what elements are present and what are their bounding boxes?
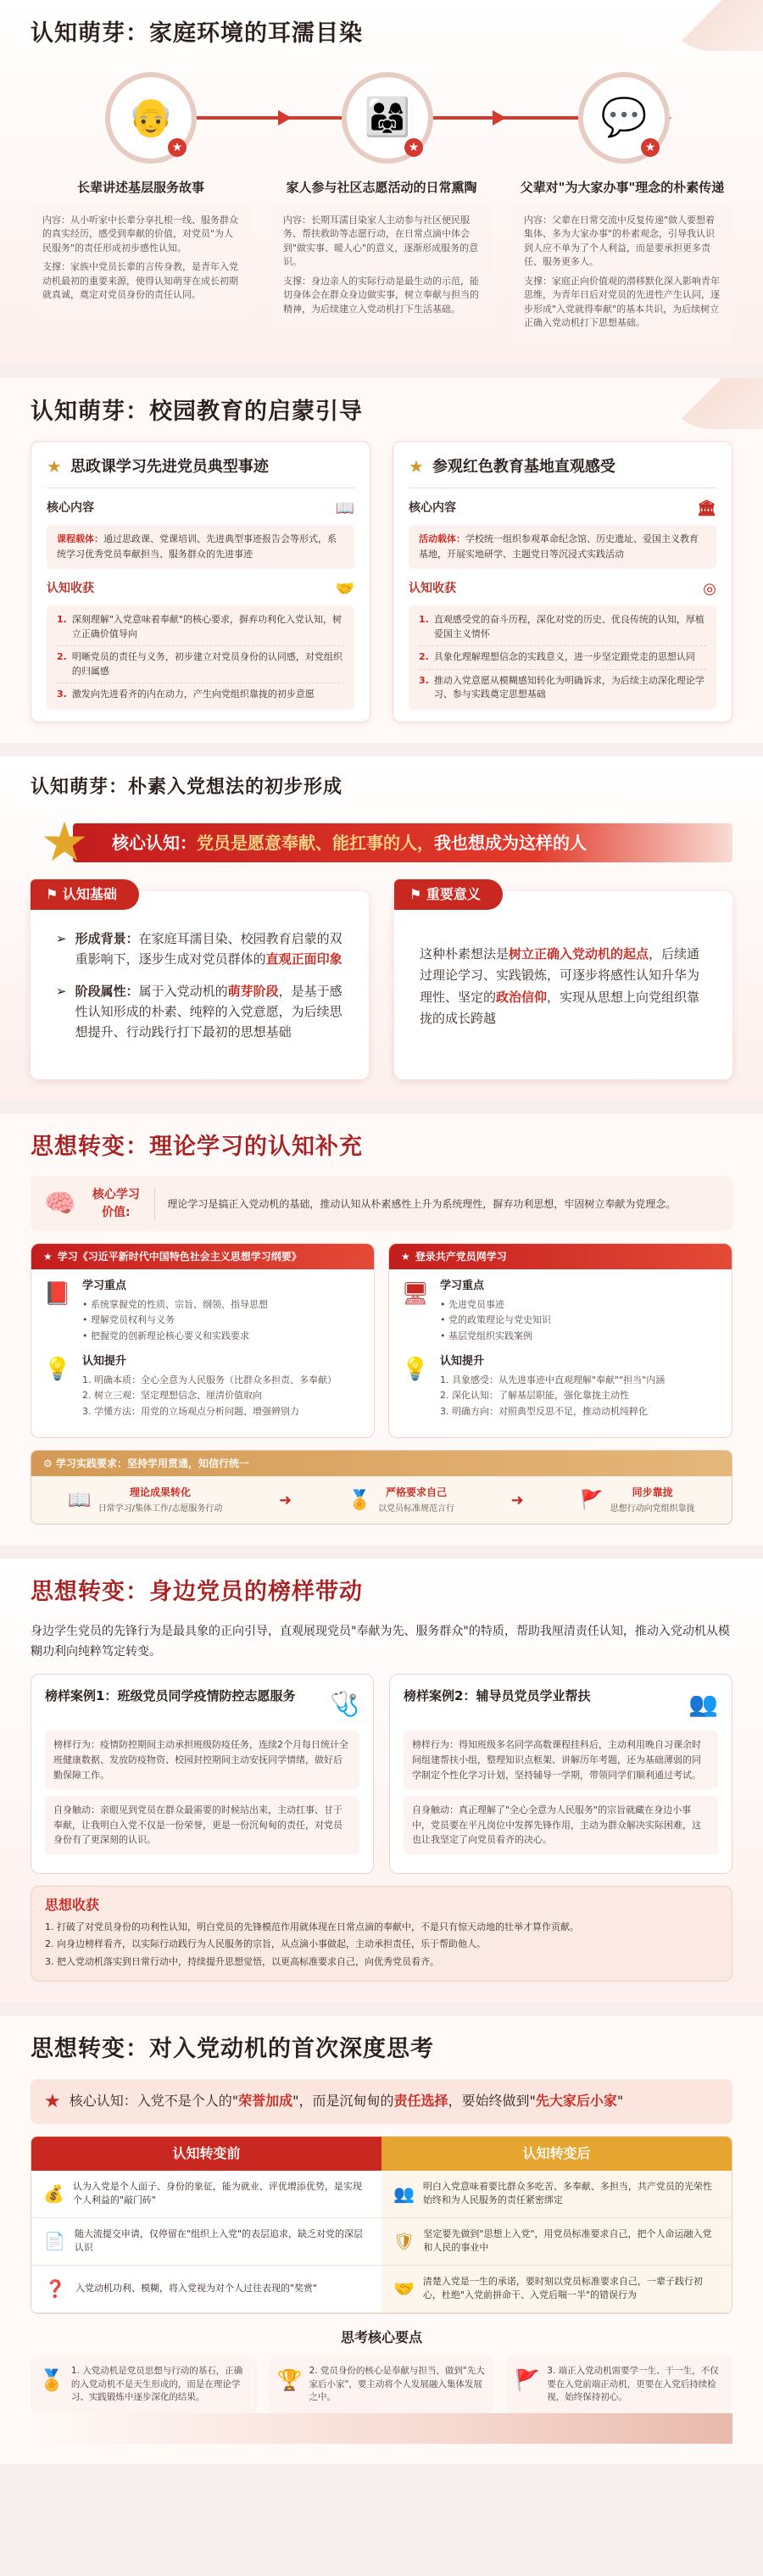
key-point: 🏅 1. 入党动机是党员思想与行动的基石，正确的入党动机不是天生形成的，而是在理论学习、实践锻炼中逐步深化的结果。 (31, 2356, 257, 2413)
arrow-icon: ➜ (510, 1491, 524, 1509)
people-icon: 👥 (393, 2183, 415, 2205)
before-item: 📄 随大流提交申请，仅停留在"组织上入党"的表层追求，缺乏对党的深层认识 (31, 2218, 382, 2266)
banner-highlight: 党员是愿意奉献、能扛事的人， (197, 832, 434, 853)
column-content: 内容：从小听家中长辈分享扎根一线、服务群众的真实经历，感受到奉献的价值，对党员"为人民服务"的责任形成初步感性认知。 (42, 214, 238, 254)
before-header: 认知转变前 (31, 2137, 382, 2171)
family-volunteer-icon: 👨‍👩‍👧 ★ (342, 72, 433, 164)
after-column (382, 2137, 732, 2313)
harvest-item: 2. 向身边榜样看齐，以实际行动践行为人民服务的宗旨，从点滴小事做起，主动承担责任，乐于帮助他人。 (45, 1938, 486, 1950)
core-label: 核心内容 (409, 501, 456, 515)
column-content: 内容：长期耳濡目染家人主动参与社区便民服务、帮扶救助等志愿行动，在日常点滴中体会到"做实事、暖人心"的意义，逐渐形成服务的意识。 (283, 214, 479, 267)
section-school (0, 378, 763, 743)
after-item: 🤝 清楚入党是一生的承诺，要时刻以党员标准要求自己，一辈子践行初心，杜绝"入党前拼命干、入党后喘一半"的错误行为 (382, 2266, 732, 2313)
lightbulb-icon: 💡 (43, 1357, 72, 1383)
column-title: 父辈对"为大家办事"理念的朴素传递 (520, 179, 725, 195)
school-card (31, 441, 370, 722)
section-title: 思想转变：身边党员的榜样带动 (31, 1579, 363, 1606)
case-paragraph: 榜样行为：疫情防控期间主动承担班级防疫任务，连续2个月每日统计全班健康数据、发放防疫物资、校园封控期间主动安抚同学情绪，做好后勤保障工作。 (45, 1731, 359, 1789)
star-icon: ★ (47, 456, 62, 477)
bottom-decoration (31, 2413, 732, 2444)
column-title: 长辈讲述基层服务故事 (76, 179, 204, 195)
harvest-item: 3. 把入党动机落实到日常行动中，持续提升思想觉悟，以更高标准要求自己，向优秀党员看齐。 (45, 1955, 439, 1967)
point-item: • 系统掌握党的性质、宗旨、纲领、指导思想 (82, 1298, 268, 1310)
core-value (31, 1176, 732, 1231)
column-support: 支撑：家族中党员长辈的言传身教，是青年入党动机最初的重要来源，使得认知萌芽在成长初期就真诚，奠定对党员身份的责任认同。 (42, 261, 238, 300)
family-column (31, 176, 251, 344)
card-title: 学习《习近平新时代中国特色社会主义思想学习纲要》 (57, 1251, 302, 1263)
gain-item: 1. 明确本质：全心全意为人民服务（比群众多担责、多奉献） (82, 1374, 337, 1386)
point-item: • 理解党员权利与义务 (82, 1314, 175, 1326)
flag-icon: ⚑ (46, 885, 63, 902)
medal-icon: 🏅 (348, 1489, 372, 1511)
tag-label: 认知基础 (62, 885, 117, 902)
after-item: 👥 明白入党意味着要比群众多吃苦、多奉献、多担当，共产党员的光荣性始终和为人民服务的责任紧密绑定 (382, 2171, 732, 2218)
key-point: 🏆 2. 党员身份的核心是奉献与担当，做到"先大家后小家"，要主动将个人发展融入集体发展之中。 (269, 2356, 495, 2413)
gain-item: 2. 具象化理解理想信念的实践意义，进一步坚定跟党走的思想认同 (419, 646, 706, 670)
study-card: ★ 学习《习近平新时代中国特色社会主义思想学习纲要》 📕 学习重点 • 系统掌握党的性质、宗旨、纲领、指导思想 • 理解党员权利与义务 • 把握党的创新理论核心要义和实践要求 💡 认知提升 1. 明确本质：全心全意为人民服务（比群众多担责、多奉献） 2. 树立三观：坚定理想信念、厘清价值取向 3. 学懂方法：用党的立场观点分析问题、增强辨别力 (31, 1243, 375, 1438)
arrow-icon (493, 110, 506, 125)
basis-item: ➢ 形成背景：在家庭耳濡目染、校园教育启蒙的双重影响下，逐步生成对党员群体的直观正面印象 (56, 930, 343, 967)
basis-item: ➢ 阶段属性：属于入党动机的萌芽阶段，是基于感性认知形成的朴素、纯粹的入党意愿，为后续思想提升、行动践行打下最初的思想基础 (56, 983, 343, 1040)
meaning-card (394, 885, 732, 1079)
flow-step: 📖 理论成果转化 日常学习/集体工作/志愿服务行动 (68, 1486, 223, 1514)
father-talk-icon: 💬 ★ (578, 72, 670, 164)
case-paragraph: 榜样行为：得知班级多名同学高数课程挂科后，主动利用晚自习课余时间组建帮扶小组，整理知识点框架、讲解历年考题，还为基础薄弱的同学制定个性化学习计划，坚持辅导一学期，带领同学们顺利通过考试。 (404, 1731, 718, 1789)
flag-icon: 🚩 (515, 2367, 541, 2392)
core-label: 核心内容 (47, 501, 94, 515)
target-icon: ◎ (703, 580, 716, 599)
column-title: 家人参与社区志愿活动的日常熏陶 (286, 179, 477, 195)
brain-icon: 🧠 (44, 1189, 76, 1219)
star-icon: ★ (401, 1251, 410, 1263)
banner-prefix: 核心认知： (112, 832, 197, 853)
star-icon: ★ (409, 456, 424, 477)
tag-label: 重要意义 (426, 885, 481, 902)
section-initial-idea (0, 756, 763, 1100)
star-icon: ★ (40, 811, 89, 874)
handshake-icon: 🤝 (335, 580, 354, 599)
comparison-table (31, 2136, 732, 2314)
section-title: 认知萌芽：朴素入党想法的初步形成 (31, 776, 343, 798)
family-column (271, 176, 492, 344)
column-content: 内容：父辈在日常交流中反复传递"做人要想着集体、多为大家办事"的朴素观念，引导我认识到人应不单为了个人利益，而是要承担更多责任、服务更多人。 (524, 214, 716, 267)
gain-label: 认知收获 (47, 582, 94, 596)
key-points-title: 思考核心要点 (340, 2328, 422, 2345)
arrow-icon (278, 110, 292, 125)
section-title: 思想转变：对入党动机的首次深度思考 (31, 2036, 434, 2063)
study-card: ★ 登录共产党员网学习 🖥 学习重点 • 先进党员事迹 • 党的政策理论与党史知识 • 基层党组织实践案例 💡 认知提升 1. 具象感受：从先进事迹中直观理解"奉献""担当"内涵 2. 深化认知：了解基层职能，强化靠拢主动性 3. 明确方向：对照典型反思不足，推动动机纯粹化 (388, 1243, 732, 1438)
flow-step: 🚩 同步靠拢 思想行动向党组织靠拢 (580, 1486, 695, 1514)
flag-icon: 🚩 (580, 1489, 604, 1511)
gain-label: 认知收获 (409, 582, 456, 596)
flow-step: 🏅 严格要求自己 以党员标准规范言行 (348, 1486, 455, 1514)
arrow-icon: ➜ (279, 1491, 292, 1509)
after-item: 🛡 坚定要先做到"思想上入党"，用党员标准要求自己，把个人命运融入党和人民的事业中 (382, 2218, 732, 2266)
gain-item: 3. 推动入党意愿从模糊感知转化为明确诉求，为后续主动深化理论学习、参与实践奠定思想基础 (419, 674, 705, 700)
teacher-icon: 👥 (688, 1690, 718, 1719)
key-point: 🚩 3. 端正入党动机需要学一生、干一生，不仅要在入党前端正动机，更要在入党后持续检视，始终保持初心。 (506, 2356, 732, 2413)
medical-icon: 🩺 (330, 1690, 359, 1719)
book-icon: 📖 (68, 1489, 92, 1511)
trophy-icon: 🏆 (276, 2367, 303, 2392)
harvest-title: 思想收获 (45, 1896, 100, 1913)
card-title: 参观红色教育基地直观感受 (432, 457, 615, 476)
lightbulb-icon: 💡 (401, 1357, 430, 1383)
core-key: 课程载体： (57, 533, 103, 544)
star-icon: ★ (44, 2090, 61, 2112)
gain-item: 1. 具象感受：从先进事迹中直观理解"奉献""担当"内涵 (440, 1374, 666, 1386)
core-banner (31, 813, 732, 873)
section-theory (0, 1113, 763, 1546)
gain-item: 1. 深刻理解"入党意味着奉献"的核心要求，摒弃功利化入党认知，树立正确价值导向 (57, 609, 344, 646)
before-column (31, 2137, 382, 2313)
meaning-text: 这种朴素想法是树立正确入党动机的起点，后续通过理论学习、实践锻炼，可逐步将感性认知升华为理性、坚定的政治信仰，实现从思想上向党组织靠拢的成长跨越 (420, 945, 700, 1027)
gain-item: 2. 树立三观：坚定理想信念、厘清价值取向 (82, 1390, 262, 1402)
section-intro: 身边学生党员的先锋行为是最具象的正向引导，直观展现党员"奉献为先、服务群众"的特质，帮助我厘清责任认知，推动入党动机从模糊功利向纯粹笃定转变。 (31, 1624, 730, 1659)
harvest-item: 1. 打破了对党员身份的功利性认知，明白党员的先锋模范作用就体现在日常点滴的奉献中，不是只有惊天动地的壮举才算作贡献。 (45, 1921, 579, 1932)
money-icon: 💰 (43, 2183, 64, 2205)
card-title: 思政课学习先进党员典型事迹 (70, 457, 269, 476)
flow-title: 学习实践要求：坚持学用贯通，知信行统一 (55, 1458, 249, 1470)
case-card (31, 1674, 374, 1874)
family-column (512, 176, 732, 344)
section-title: 思想转变：理论学习的认知补充 (31, 1133, 363, 1160)
section-role-model (0, 1558, 763, 2002)
card-title: 榜样案例1：班级党员同学疫情防控志愿服务 (45, 1688, 296, 1704)
shield-icon: 🛡 (393, 2231, 415, 2252)
elder-family-icon: 👴 ★ (105, 72, 197, 164)
document-icon: 📄 (44, 2231, 65, 2252)
point-item: • 把握党的创新理论核心要义和实践要求 (82, 1330, 249, 1341)
handshake-icon: 🤝 (393, 2278, 415, 2300)
core-key: 活动载体： (419, 533, 465, 544)
column-support: 支撑：家庭正向价值观的潜移默化深入影响青年思维，为青年日后对党员的先进性产生认同，逐步形成"入党就得奉献"的基本共识，为后续树立正确入党动机打下思想基础。 (524, 275, 720, 328)
gain-item: 3. 明确方向：对照典型反思不足，推动动机纯粹化 (440, 1405, 648, 1417)
section-title: 认知萌芽：校园教育的启蒙引导 (31, 398, 363, 425)
core-statement: ★ 核心认知：入党不是个人的"荣誉加成"，而是沉甸甸的责任选择，要始终做到"先大家后小家" (31, 2079, 732, 2124)
star-icon: ★ (404, 138, 423, 157)
point-item: • 基层党组织实践案例 (440, 1330, 532, 1341)
banner-suffix: 我也想成为这样的人 (434, 832, 587, 853)
point-item: • 党的政策理论与党史知识 (440, 1314, 551, 1326)
gain-item: 1. 直观感受党的奋斗历程，深化对党的历史、优良传统的认知，厚植爱国主义情怀 (419, 609, 706, 646)
star-icon: ★ (641, 138, 660, 157)
timeline (31, 64, 732, 176)
section-title: 认知萌芽：家庭环境的耳濡目染 (31, 20, 363, 47)
practice-flow (31, 1450, 732, 1525)
before-item: 💰 认为入党是个人面子、身份的象征，能为就业、评优增添优势，是实现个人利益的"敲门砖" (31, 2171, 382, 2218)
medal-icon: 🏅 (39, 2367, 64, 2392)
book-icon: 📖 (335, 499, 354, 517)
core-text: 通过思政课、党课培训、先进典型事迹报告会等形式，系统学习优秀党员奉献担当、服务群众的先进事迹 (57, 533, 337, 560)
section-family (0, 0, 763, 365)
flag-icon: ⚑ (409, 885, 426, 902)
star-icon: ★ (168, 138, 187, 157)
section-deep-thinking (0, 2016, 763, 2464)
star-icon: ★ (43, 1251, 53, 1263)
core-label: 核心学习价值: (87, 1186, 155, 1222)
before-item: ❓ 入党动机功利、模糊，将入党视为对个人过往表现的"奖赏" (31, 2266, 382, 2313)
card-title: 登录共产党员网学习 (415, 1251, 507, 1263)
computer-icon: 🖥 (401, 1281, 430, 1308)
book-icon: 📕 (43, 1281, 72, 1308)
card-title: 榜样案例2：辅导员党员学业帮扶 (404, 1688, 591, 1704)
school-card (393, 441, 732, 722)
museum-icon: 🏛 (697, 499, 716, 517)
point-item: • 先进党员事迹 (440, 1298, 504, 1310)
gain-item: 3. 学懂方法：用党的立场观点分析问题、增强辨别力 (82, 1405, 299, 1417)
case-card (389, 1674, 732, 1874)
gear-icon: ⚙ (43, 1458, 56, 1470)
case-paragraph: 自身触动：真正理解了"全心全意为人民服务"的宗旨就藏在身边小事中，党员要在平凡岗位中发挥先锋作用，主动为群众解决实际困难，这也让我坚定了向党员看齐的决心。 (404, 1796, 718, 1854)
case-paragraph: 自身触动：亲眼见到党员在群众最需要的时候站出来，主动扛事、甘于奉献，让我明白入党不仅是一份荣誉，更是一份沉甸甸的责任，对党员身份有了更深刻的认识。 (45, 1796, 359, 1854)
harvest-box (31, 1886, 732, 1982)
gain-item: 2. 深化认知：了解基层职能，强化靠拢主动性 (440, 1390, 629, 1402)
gain-item: 2. 明晰党员的责任与义务，初步建立对党员身份的认同感，对党组织的归属感 (57, 646, 344, 683)
core-text: 理论学习是搞正入党动机的基础，推动认知从朴素感性上升为系统理性，摒弃功利思想，牢固树立奉献为党理念。 (167, 1197, 677, 1210)
column-support: 支撑：身边亲人的实际行动是最生动的示范，能切身体会在群众身边做实事，树立奉献与担当的精神，为后续建立入党动机打下生活基础。 (283, 275, 479, 315)
after-header: 认知转变后 (382, 2137, 732, 2171)
core-text: 学校统一组织参观革命纪念馆、历史遗址、爱国主义教育基地，开展实地研学、主题党日等沉浸式实践活动 (419, 533, 699, 560)
basis-card (31, 885, 369, 1079)
question-icon: ❓ (44, 2278, 66, 2300)
gain-item: 3. 激发向先进看齐的内在动力，产生向党组织靠拢的初步意愿 (57, 689, 315, 700)
